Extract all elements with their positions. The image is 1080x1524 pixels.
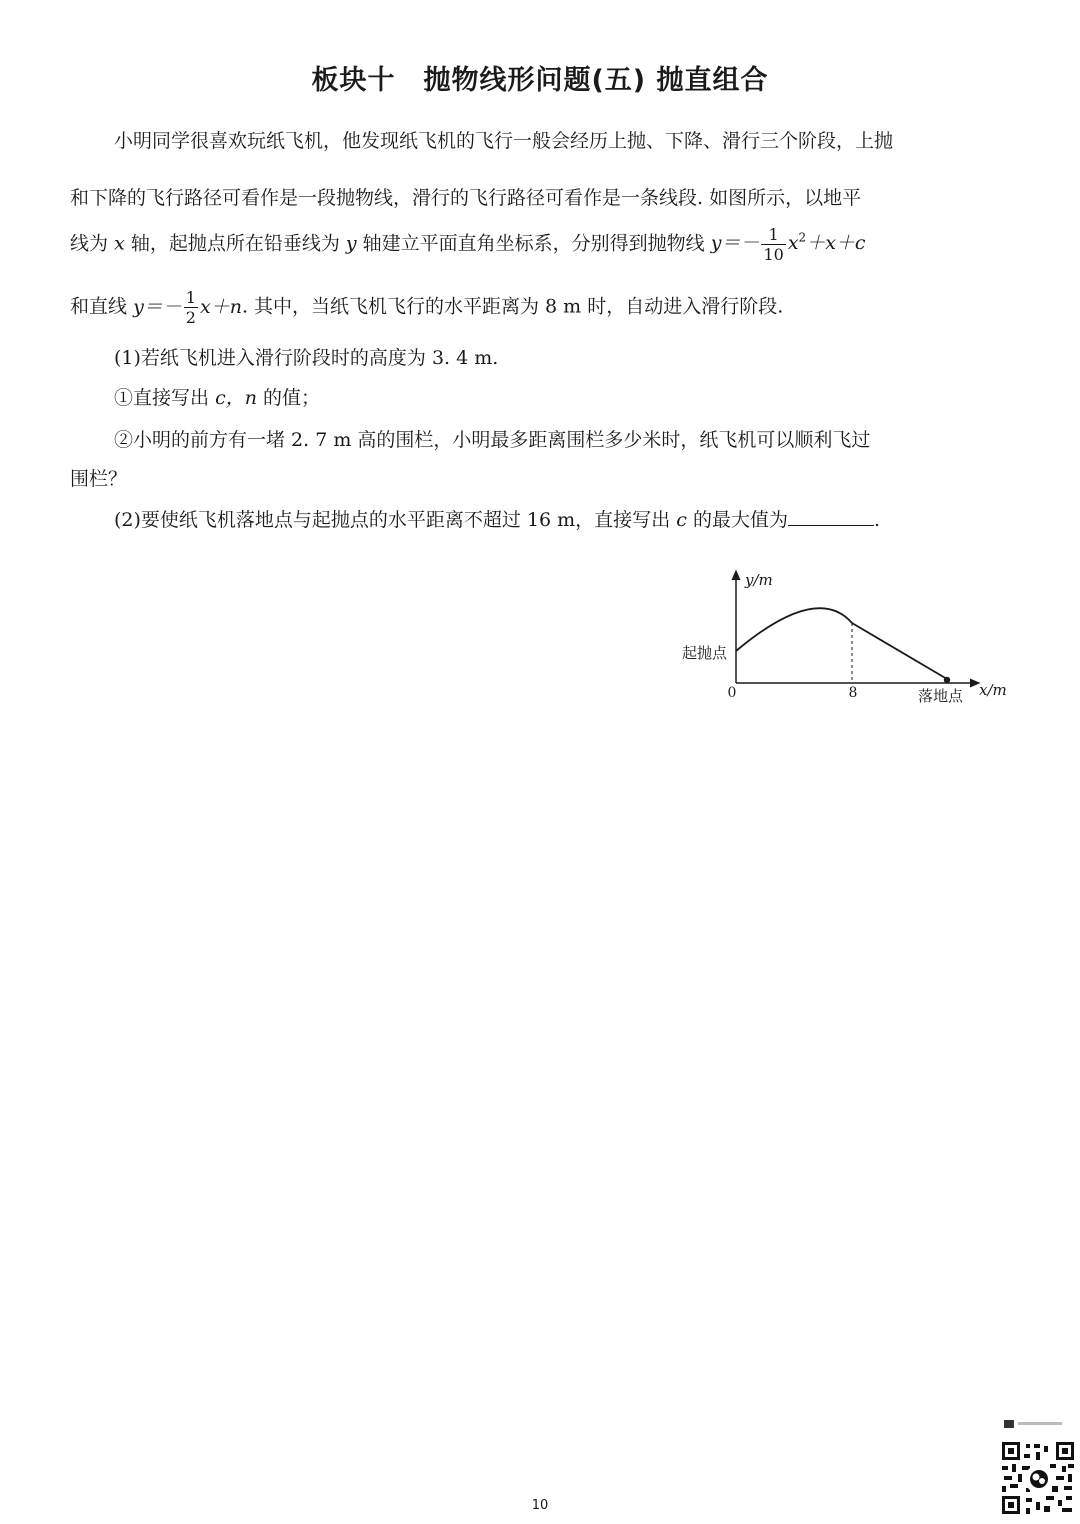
title-topic: 抛物线形问题(五) 抛直组合: [423, 65, 769, 96]
x-axis-label: x/m: [979, 681, 1007, 699]
intro-line-1: 小明同学很喜欢玩纸飞机，他发现纸飞机的飞行一般会经历上抛、下降、滑行三个阶段，上抛: [114, 130, 894, 152]
landing-point-dot: [944, 677, 950, 683]
qr-code-icon: [1000, 1418, 1076, 1520]
question-1-part-1: ①直接写出 c，n 的值；: [114, 387, 321, 409]
intro-line-3: 线为 x 轴，起抛点所在铅垂线为 y 轴建立平面直角坐标系，分别得到抛物线 y＝－ $\frac{1}{10}$ $x^2+x+c$: [70, 224, 866, 264]
origin-label: 0: [727, 685, 737, 701]
fraction-one-half: $\frac{1}{2}$: [185, 288, 196, 327]
page-title: [0, 58, 1080, 97]
question-2: (2)要使纸飞机落地点与起抛点的水平距离不超过 16 m，直接写出 c 的最大值为 .: [114, 509, 881, 531]
line-equation: y＝－ $\frac{1}{2}$ x＋n: [133, 288, 242, 327]
parabola-curve: [736, 608, 852, 651]
glide-segment: [852, 623, 947, 679]
start-point-label: 起抛点: [682, 644, 728, 662]
landing-point-label: 落地点: [918, 687, 964, 705]
answer-blank[interactable]: [788, 507, 874, 526]
x-tick-label-8: 8: [848, 685, 858, 701]
fraction-one-tenth: $\frac{1}{10}$: [763, 224, 784, 264]
question-1: (1)若纸飞机进入滑行阶段时的高度为 3. 4 m.: [114, 347, 499, 369]
parabola-equation: y＝－ $\frac{1}{10}$ $x^2+x+c$: [710, 224, 866, 264]
intro-line-2: 和下降的飞行路径可看作是一段抛物线，滑行的飞行路径可看作是一条线段. 如图所示，以地平: [70, 187, 862, 209]
title-block: 板块十: [311, 65, 396, 96]
y-axis-label: y/m: [745, 571, 773, 589]
question-1-part-2-line-1: ②小明的前方有一堵 2. 7 m 高的围栏，小明最多距离围栏多少米时，纸飞机可以顺利飞过: [114, 429, 871, 451]
question-1-part-2-line-2: 围栏？: [70, 468, 128, 490]
intro-line-4: 和直线 y＝－ $\frac{1}{2}$ x＋n. 其中，当纸飞机飞行的水平距离为 8 m 时，自动进入滑行阶段.: [70, 288, 784, 327]
flight-path-figure: [670, 560, 1015, 710]
page-number: 10: [531, 1498, 549, 1513]
